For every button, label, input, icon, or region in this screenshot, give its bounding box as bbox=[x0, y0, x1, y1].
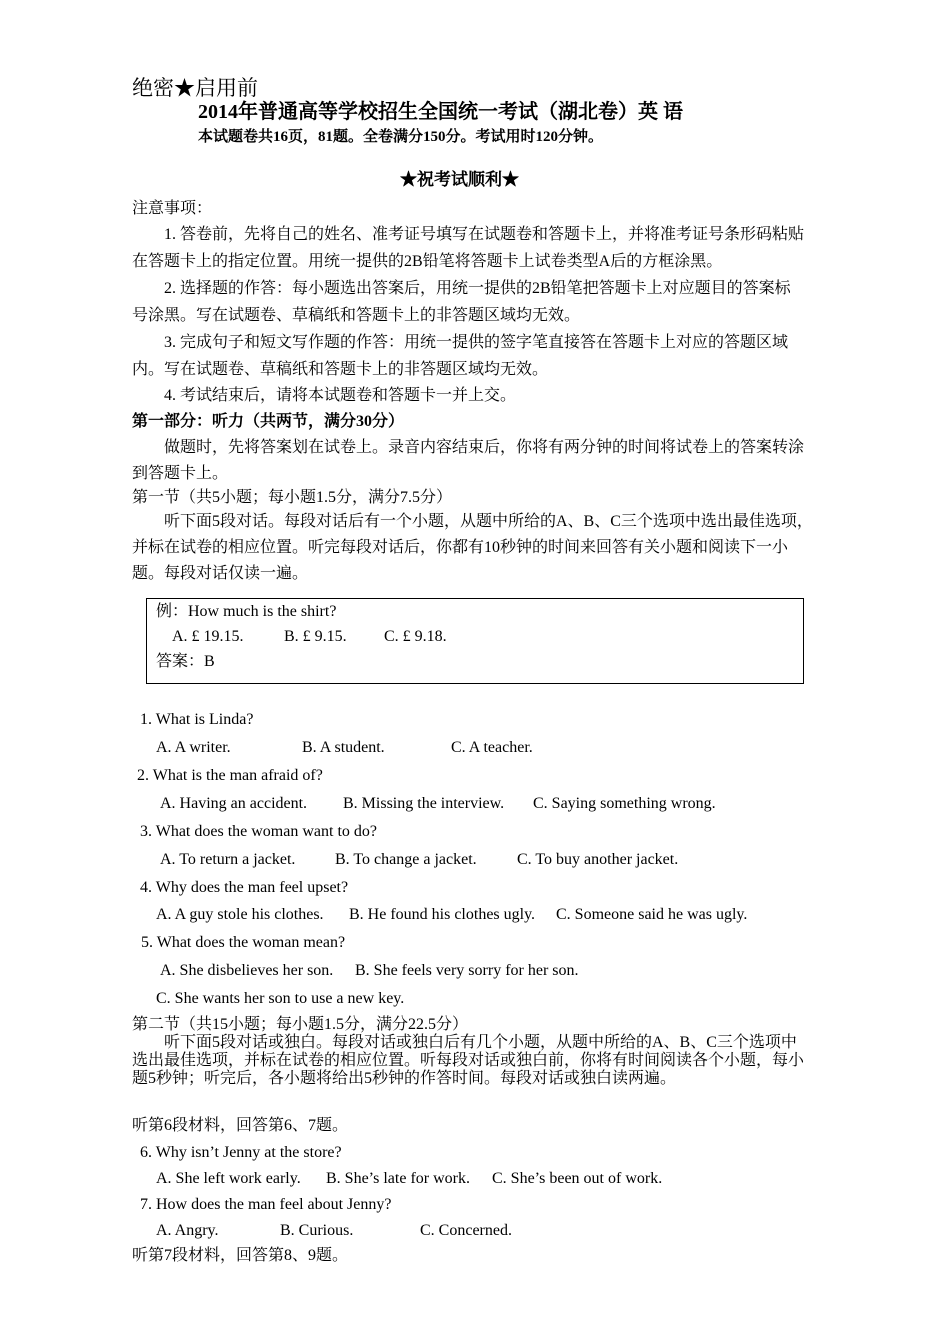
notes-line: 号涂黑。写在试题卷、草稿纸和答题卡上的非答题区域均无效。 bbox=[132, 307, 581, 324]
q5-option-b: B. She feels very sorry for her son. bbox=[355, 962, 579, 979]
example-option-a: A. £ 19.15. bbox=[172, 628, 244, 645]
section2-heading: 第二节（共15小题；每小题1.5分，满分22.5分） bbox=[132, 1016, 469, 1033]
question-6: 6. Why isn’t Jenny at the store? bbox=[140, 1144, 342, 1161]
example-question: 例：How much is the shirt? bbox=[156, 603, 337, 620]
q5-option-c: C. She wants her son to use a new key. bbox=[156, 990, 405, 1007]
q6-option-c: C. She’s been out of work. bbox=[492, 1170, 663, 1187]
part1-intro-line: 做题时，先将答案划在试卷上。录音内容结束后，你将有两分钟的时间将试卷上的答案转涂 bbox=[164, 439, 805, 456]
notes-line: 4. 考试结束后，请将本试题卷和答题卡一并上交。 bbox=[164, 387, 517, 404]
q2-option-c: C. Saying something wrong. bbox=[533, 795, 716, 812]
material7-label: 听第7段材料，回答第8、9题。 bbox=[132, 1247, 349, 1264]
q7-option-b: B. Curious. bbox=[280, 1222, 354, 1239]
part1-heading: 第一部分：听力（共两节，满分30分） bbox=[132, 413, 405, 430]
example-option-c: C. £ 9.18. bbox=[384, 628, 447, 645]
section2-intro-line: 听下面5段对话或独白。每段对话或独白后有几个小题，从题中所给的A、B、C三个选项中 bbox=[164, 1034, 797, 1051]
notes-line: 1. 答卷前，先将自己的姓名、准考证号填写在试题卷和答题卡上，并将准考证号条形码粘贴 bbox=[164, 226, 805, 243]
q1-option-a: A. A writer. bbox=[156, 739, 231, 756]
section2-intro-line: 题5秒钟；听完后，各小题将给出5秒钟的作答时间。每段对话或独白读两遍。 bbox=[132, 1070, 677, 1087]
material6-label: 听第6段材料，回答第6、7题。 bbox=[132, 1117, 349, 1134]
part1-intro-line: 到答题卡上。 bbox=[132, 465, 229, 482]
secret-mark: 绝密★启用前 bbox=[132, 76, 258, 100]
q4-option-a: A. A guy stole his clothes. bbox=[156, 906, 324, 923]
q7-option-c: C. Concerned. bbox=[420, 1222, 512, 1239]
q1-option-b: B. A student. bbox=[302, 739, 385, 756]
example-answer: 答案：B bbox=[156, 653, 215, 670]
question-4: 4. Why does the man feel upset? bbox=[140, 879, 349, 896]
q5-option-a: A. She disbelieves her son. bbox=[160, 962, 334, 979]
section1-intro-line: 听下面5段对话。每段对话后有一个小题，从题中所给的A、B、C三个选项中选出最佳选项， bbox=[164, 513, 813, 530]
q2-option-b: B. Missing the interview. bbox=[343, 795, 505, 812]
q1-option-c: C. A teacher. bbox=[451, 739, 533, 756]
section1-intro-line: 题。每段对话仅读一遍。 bbox=[132, 565, 309, 582]
section1-heading: 第一节（共5小题；每小题1.5分，满分7.5分） bbox=[132, 489, 453, 506]
exam-title: 2014年普通高等学校招生全国统一考试（湖北卷）英 语 bbox=[198, 101, 683, 123]
question-3: 3. What does the woman want to do? bbox=[140, 823, 377, 840]
section2-intro-line: 选出最佳选项，并标在试卷的相应位置。听每段对话或独白前，你将有时间阅读各个小题，每小 bbox=[132, 1052, 805, 1069]
good-luck-banner: ★祝考试顺利★ bbox=[400, 170, 519, 189]
q6-option-a: A. She left work early. bbox=[156, 1170, 301, 1187]
q3-option-c: C. To buy another jacket. bbox=[517, 851, 679, 868]
question-7: 7. How does the man feel about Jenny? bbox=[140, 1196, 392, 1213]
q2-option-a: A. Having an accident. bbox=[160, 795, 308, 812]
notes-heading: 注意事项： bbox=[132, 200, 213, 217]
notes-line: 在答题卡上的指定位置。用统一提供的2B铅笔将答题卡上试卷类型A后的方框涂黑。 bbox=[132, 253, 723, 270]
exam-subtitle: 本试题卷共16页，81题。全卷满分150分。考试用时120分钟。 bbox=[198, 129, 604, 145]
section1-intro-line: 并标在试卷的相应位置。听完每段对话后，你都有10秒钟的时间来回答有关小题和阅读下一小 bbox=[132, 539, 789, 556]
notes-line: 内。写在试题卷、草稿纸和答题卡上的非答题区域均无效。 bbox=[132, 361, 549, 378]
question-1: 1. What is Linda? bbox=[140, 711, 254, 728]
q3-option-a: A. To return a jacket. bbox=[160, 851, 296, 868]
notes-line: 2. 选择题的作答：每小题选出答案后，用统一提供的2B铅笔把答题卡上对应题目的答案标 bbox=[164, 280, 791, 297]
q3-option-b: B. To change a jacket. bbox=[335, 851, 477, 868]
question-2: 2. What is the man afraid of? bbox=[137, 767, 323, 784]
example-option-b: B. £ 9.15. bbox=[284, 628, 347, 645]
notes-line: 3. 完成句子和短文写作题的作答：用统一提供的签字笔直接答在答题卡上对应的答题区域 bbox=[164, 334, 789, 351]
q4-option-c: C. Someone said he was ugly. bbox=[556, 906, 748, 923]
question-5: 5. What does the woman mean? bbox=[141, 934, 346, 951]
q7-option-a: A. Angry. bbox=[156, 1222, 219, 1239]
q4-option-b: B. He found his clothes ugly. bbox=[349, 906, 536, 923]
q6-option-b: B. She’s late for work. bbox=[326, 1170, 470, 1187]
